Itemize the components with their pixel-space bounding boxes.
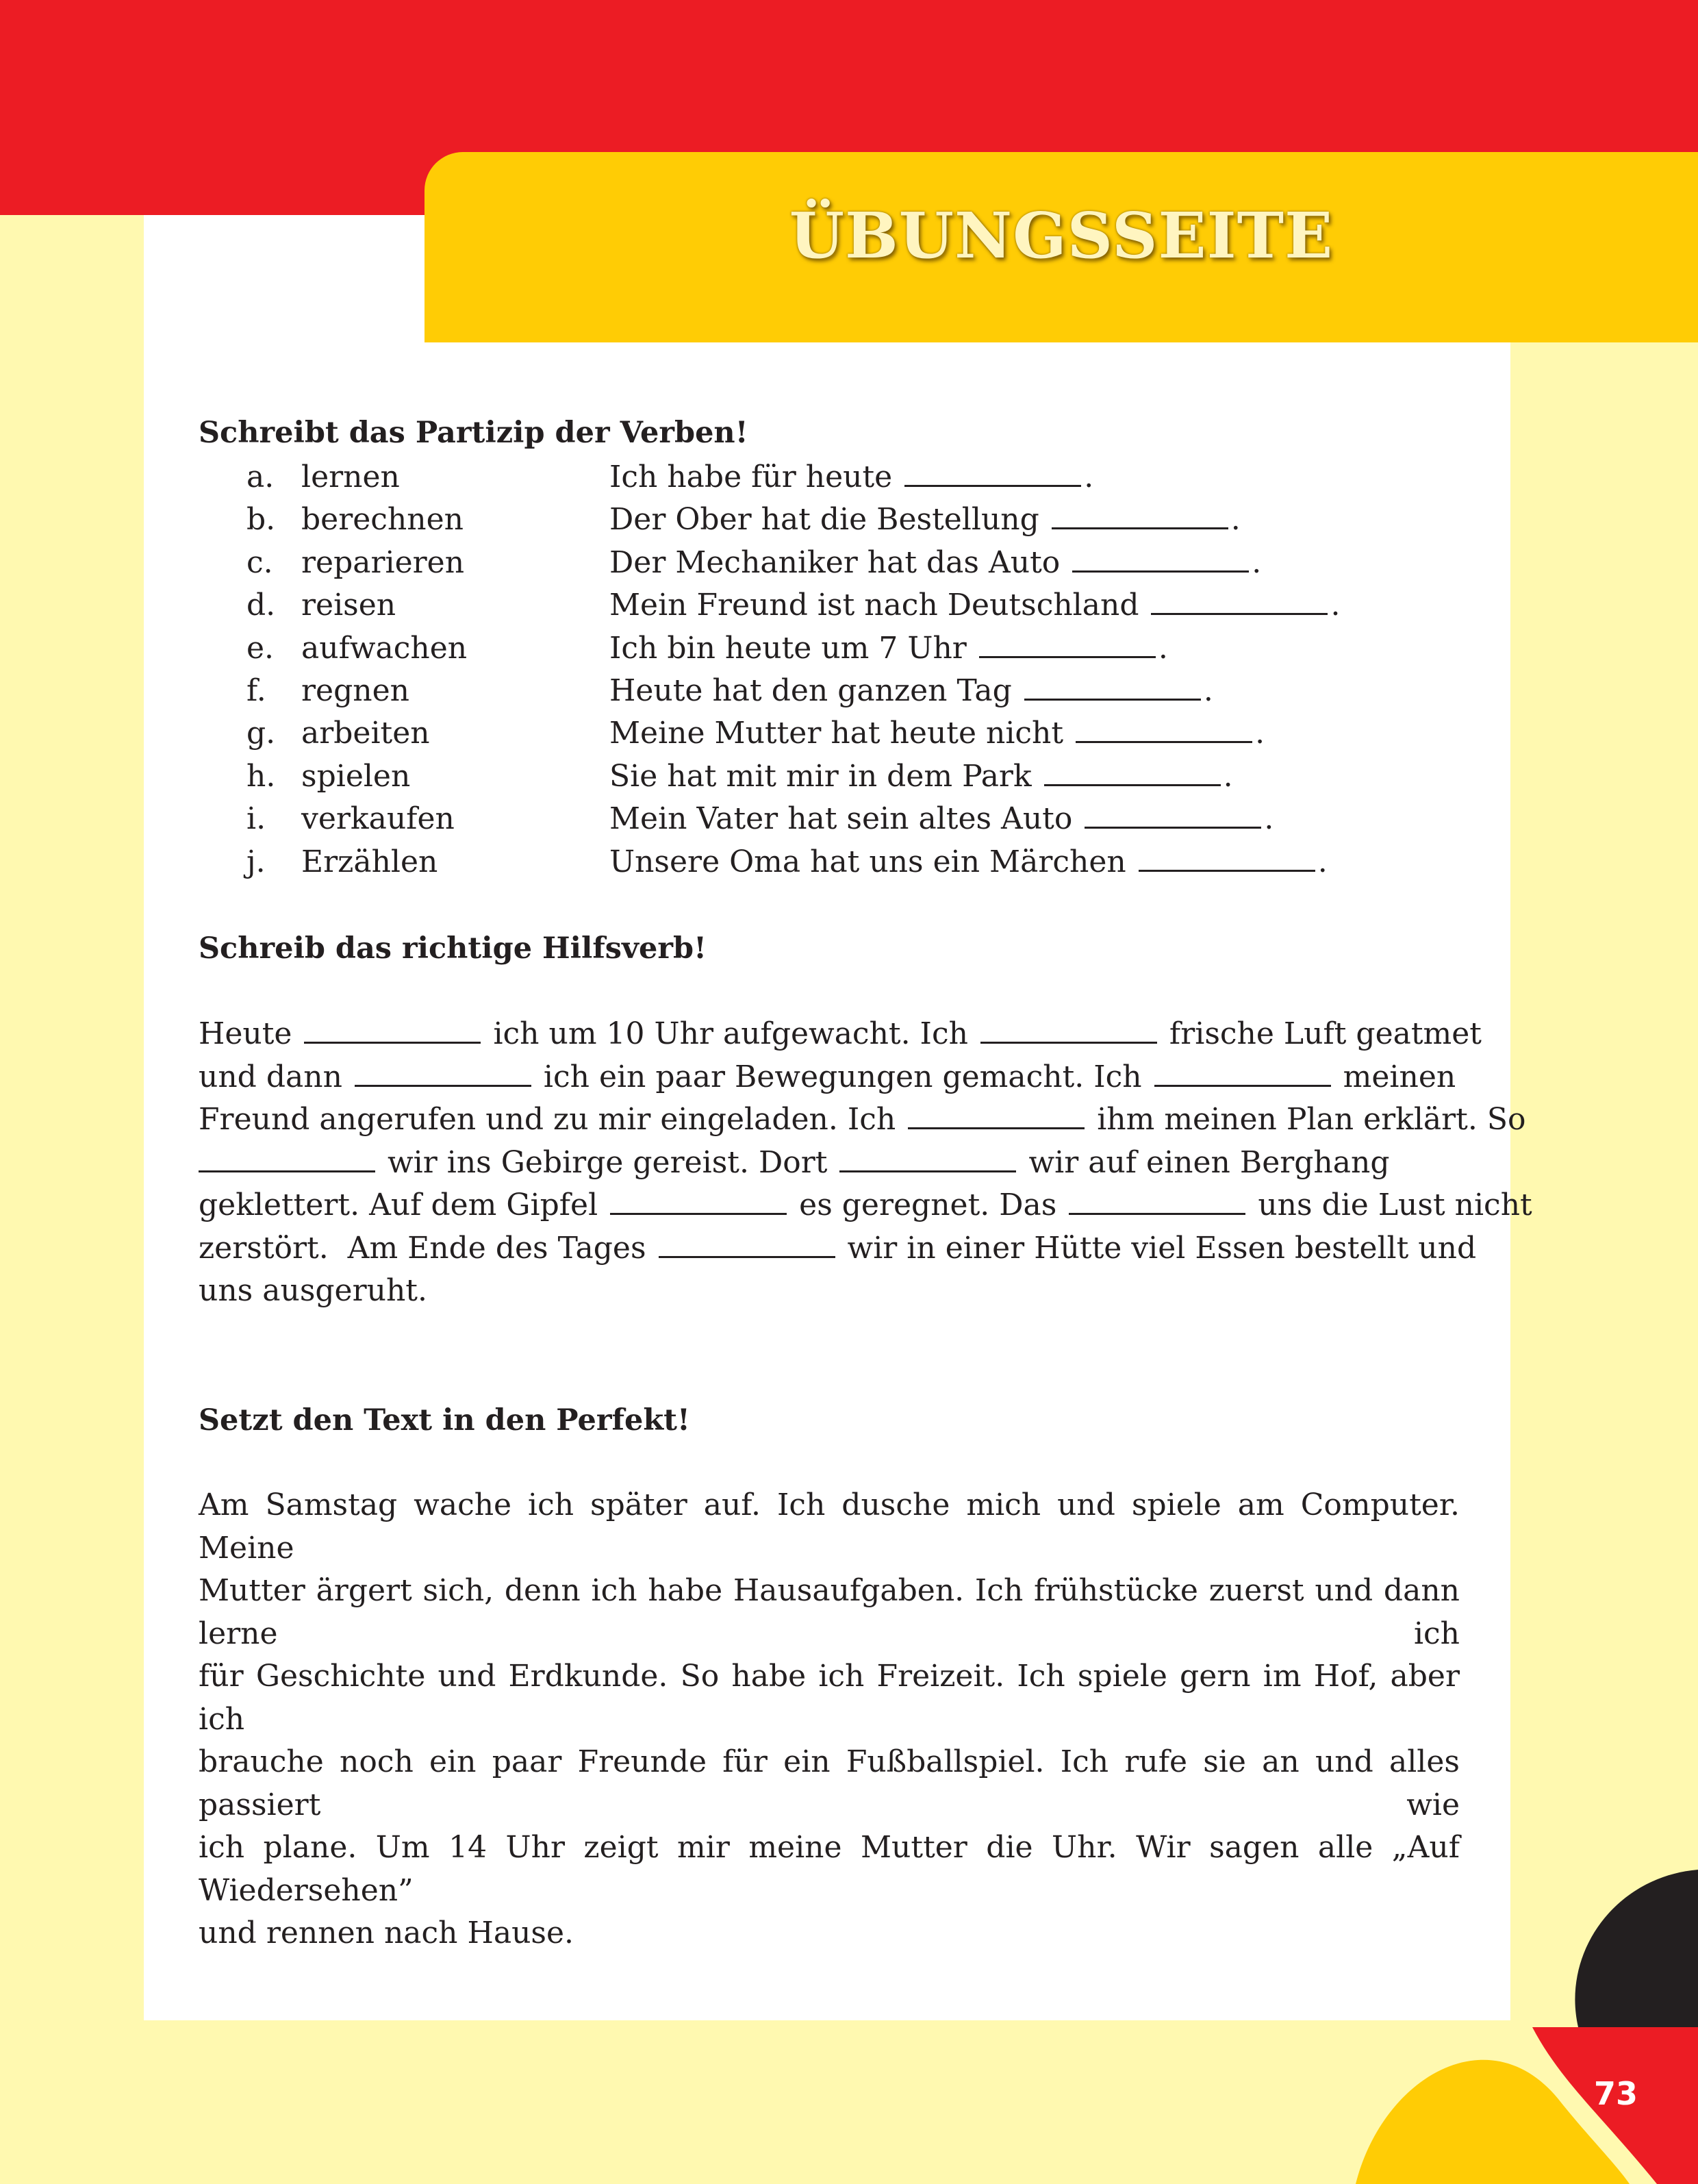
page-title: ÜBUNGSSEITE xyxy=(789,199,1334,273)
answer-blank[interactable] xyxy=(610,1212,787,1215)
text-segment: ich um 10 Uhr aufgewacht. Ich xyxy=(493,1016,968,1051)
exercise1-item xyxy=(199,755,1499,798)
sentence-end: . xyxy=(1230,502,1241,538)
exercise1-heading: Schreibt das Partizip der Verben! xyxy=(199,416,748,450)
text-segment: meinen xyxy=(1343,1059,1456,1094)
paragraph-line: ich plane. Um 14 Uhr zeigt mir meine Mutter die Uhr. Wir sagen alle „Auf Wiedersehen” xyxy=(199,1830,1460,1908)
answer-blank[interactable] xyxy=(1024,698,1201,701)
item-verb: spielen xyxy=(301,758,411,794)
item-sentence xyxy=(609,755,1233,798)
paragraph-line: brauche noch ein paar Freunde für ein Fußballspiel. Ich rufe sie an und alles passiert wie xyxy=(199,1744,1460,1822)
paragraph-line: für Geschichte und Erdkunde. So habe ich Freizeit. Ich spiele gern im Hof, aber ich xyxy=(199,1659,1460,1737)
item-verb: berechnen xyxy=(301,502,464,538)
sentence-text: Der Mechaniker hat das Auto xyxy=(609,544,1061,580)
item-verb: reparieren xyxy=(301,544,465,580)
answer-blank[interactable] xyxy=(659,1255,835,1258)
item-letter: f. xyxy=(246,673,266,708)
answer-blank[interactable] xyxy=(355,1084,531,1087)
text-segment: ich ein paar Bewegungen gemacht. Ich xyxy=(543,1059,1142,1094)
exercise1-item xyxy=(199,627,1499,670)
item-letter: e. xyxy=(246,630,275,666)
sentence-end: . xyxy=(1203,673,1213,708)
answer-blank[interactable] xyxy=(1139,869,1315,872)
answer-blank[interactable] xyxy=(839,1170,1016,1172)
answer-blank[interactable] xyxy=(1052,527,1228,529)
item-verb: verkaufen xyxy=(301,801,455,837)
item-verb: Erzählen xyxy=(301,844,438,879)
sentence-text: Ich bin heute um 7 Uhr xyxy=(609,630,967,666)
exercise3-text xyxy=(199,1484,1460,1955)
sentence-text: Unsere Oma hat uns ein Märchen xyxy=(609,844,1126,879)
item-sentence xyxy=(609,841,1328,883)
item-verb: aufwachen xyxy=(301,630,468,666)
item-sentence xyxy=(609,798,1274,840)
text-segment: uns die Lust nicht xyxy=(1258,1188,1532,1222)
item-sentence xyxy=(609,499,1241,541)
sentence-text: Ich habe für heute xyxy=(609,460,893,494)
item-sentence xyxy=(609,670,1213,712)
text-segment: ihm meinen Plan erklärt. So xyxy=(1097,1102,1526,1137)
exercise1-item xyxy=(199,542,1499,584)
item-letter: a. xyxy=(246,460,275,494)
exercise1-item xyxy=(199,584,1499,627)
answer-blank[interactable] xyxy=(904,484,1081,487)
text-segment: uns ausgeruht. xyxy=(199,1273,427,1308)
exercise1-item xyxy=(199,499,1499,541)
exercise2-text xyxy=(199,1013,1532,1313)
item-sentence xyxy=(609,584,1340,627)
answer-blank[interactable] xyxy=(1069,1212,1245,1215)
paragraph-line: Mutter ärgert sich, denn ich habe Hausaufgaben. Ich frühstücke zuerst und dann lerne ich xyxy=(199,1573,1460,1651)
answer-blank[interactable] xyxy=(979,655,1156,658)
sentence-end: . xyxy=(1158,630,1168,666)
item-sentence xyxy=(609,627,1168,670)
sentence-text: Mein Freund ist nach Deutschland xyxy=(609,588,1139,623)
item-verb: reisen xyxy=(301,588,396,623)
answer-blank[interactable] xyxy=(1154,1084,1331,1087)
text-segment: Freund angerufen und zu mir eingeladen. Ich xyxy=(199,1102,896,1137)
sentence-end: . xyxy=(1252,544,1262,580)
item-sentence xyxy=(609,542,1261,584)
answer-blank[interactable] xyxy=(304,1041,481,1044)
item-sentence xyxy=(609,456,1093,499)
exercise1-item xyxy=(199,670,1499,712)
black-corner-shape xyxy=(1575,1870,1698,2027)
text-segment: geklettert. Auf dem Gipfel xyxy=(199,1188,598,1222)
sentence-text: Sie hat mit mir in dem Park xyxy=(609,758,1032,794)
item-letter: c. xyxy=(246,544,273,580)
sentence-end: . xyxy=(1255,716,1265,751)
exercise1-item xyxy=(199,456,1499,499)
text-segment: wir auf einen Berghang xyxy=(1028,1144,1390,1180)
text-segment: frische Luft geatmet xyxy=(1169,1016,1482,1051)
answer-blank[interactable] xyxy=(980,1041,1157,1044)
answer-blank[interactable] xyxy=(199,1170,375,1172)
answer-blank[interactable] xyxy=(1072,570,1249,573)
sentence-text: Der Ober hat die Bestellung xyxy=(609,502,1039,538)
item-verb: lernen xyxy=(301,460,400,494)
text-segment: wir ins Gebirge gereist. Dort xyxy=(388,1144,828,1180)
sentence-end: . xyxy=(1084,460,1094,494)
item-verb: regnen xyxy=(301,673,409,708)
sentence-end: . xyxy=(1223,758,1233,794)
exercise1-item xyxy=(199,798,1499,840)
sentence-text: Meine Mutter hat heute nicht xyxy=(609,716,1064,751)
answer-blank[interactable] xyxy=(1151,612,1328,615)
item-letter: i. xyxy=(246,801,266,837)
text-segment: wir in einer Hütte viel Essen bestellt und xyxy=(847,1230,1477,1266)
sentence-text: Heute hat den ganzen Tag xyxy=(609,673,1012,708)
exercise1-list xyxy=(199,456,1499,883)
corner-decoration xyxy=(1356,1849,1698,2184)
answer-blank[interactable] xyxy=(1076,740,1252,743)
exercise1-item xyxy=(199,712,1499,755)
text-segment: zerstört. Am Ende des Tages xyxy=(199,1230,646,1266)
item-letter: b. xyxy=(246,502,276,538)
exercise3-heading: Setzt den Text in den Perfekt! xyxy=(199,1403,690,1438)
exercise2-heading: Schreib das richtige Hilfsverb! xyxy=(199,931,707,966)
item-letter: h. xyxy=(246,758,276,794)
sentence-end: . xyxy=(1330,588,1341,623)
item-verb: arbeiten xyxy=(301,716,430,751)
item-letter: d. xyxy=(246,588,276,623)
page-number: 73 xyxy=(1593,2075,1638,2112)
item-letter: j. xyxy=(246,844,266,879)
answer-blank[interactable] xyxy=(1044,783,1221,786)
answer-blank[interactable] xyxy=(908,1127,1085,1129)
item-sentence xyxy=(609,712,1265,755)
text-segment: und dann xyxy=(199,1059,342,1094)
text-segment: es geregnet. Das xyxy=(799,1188,1057,1222)
exercise1-item xyxy=(199,841,1499,883)
paragraph-line: und rennen nach Hause. xyxy=(199,1916,574,1950)
item-letter: g. xyxy=(246,716,276,751)
answer-blank[interactable] xyxy=(1085,826,1261,829)
sentence-end: . xyxy=(1317,844,1328,879)
text-segment: Heute xyxy=(199,1016,292,1051)
paragraph-line: Am Samstag wache ich später auf. Ich dusche mich und spiele am Computer. Meine xyxy=(199,1488,1460,1566)
sentence-text: Mein Vater hat sein altes Auto xyxy=(609,801,1073,837)
sentence-end: . xyxy=(1264,801,1274,837)
